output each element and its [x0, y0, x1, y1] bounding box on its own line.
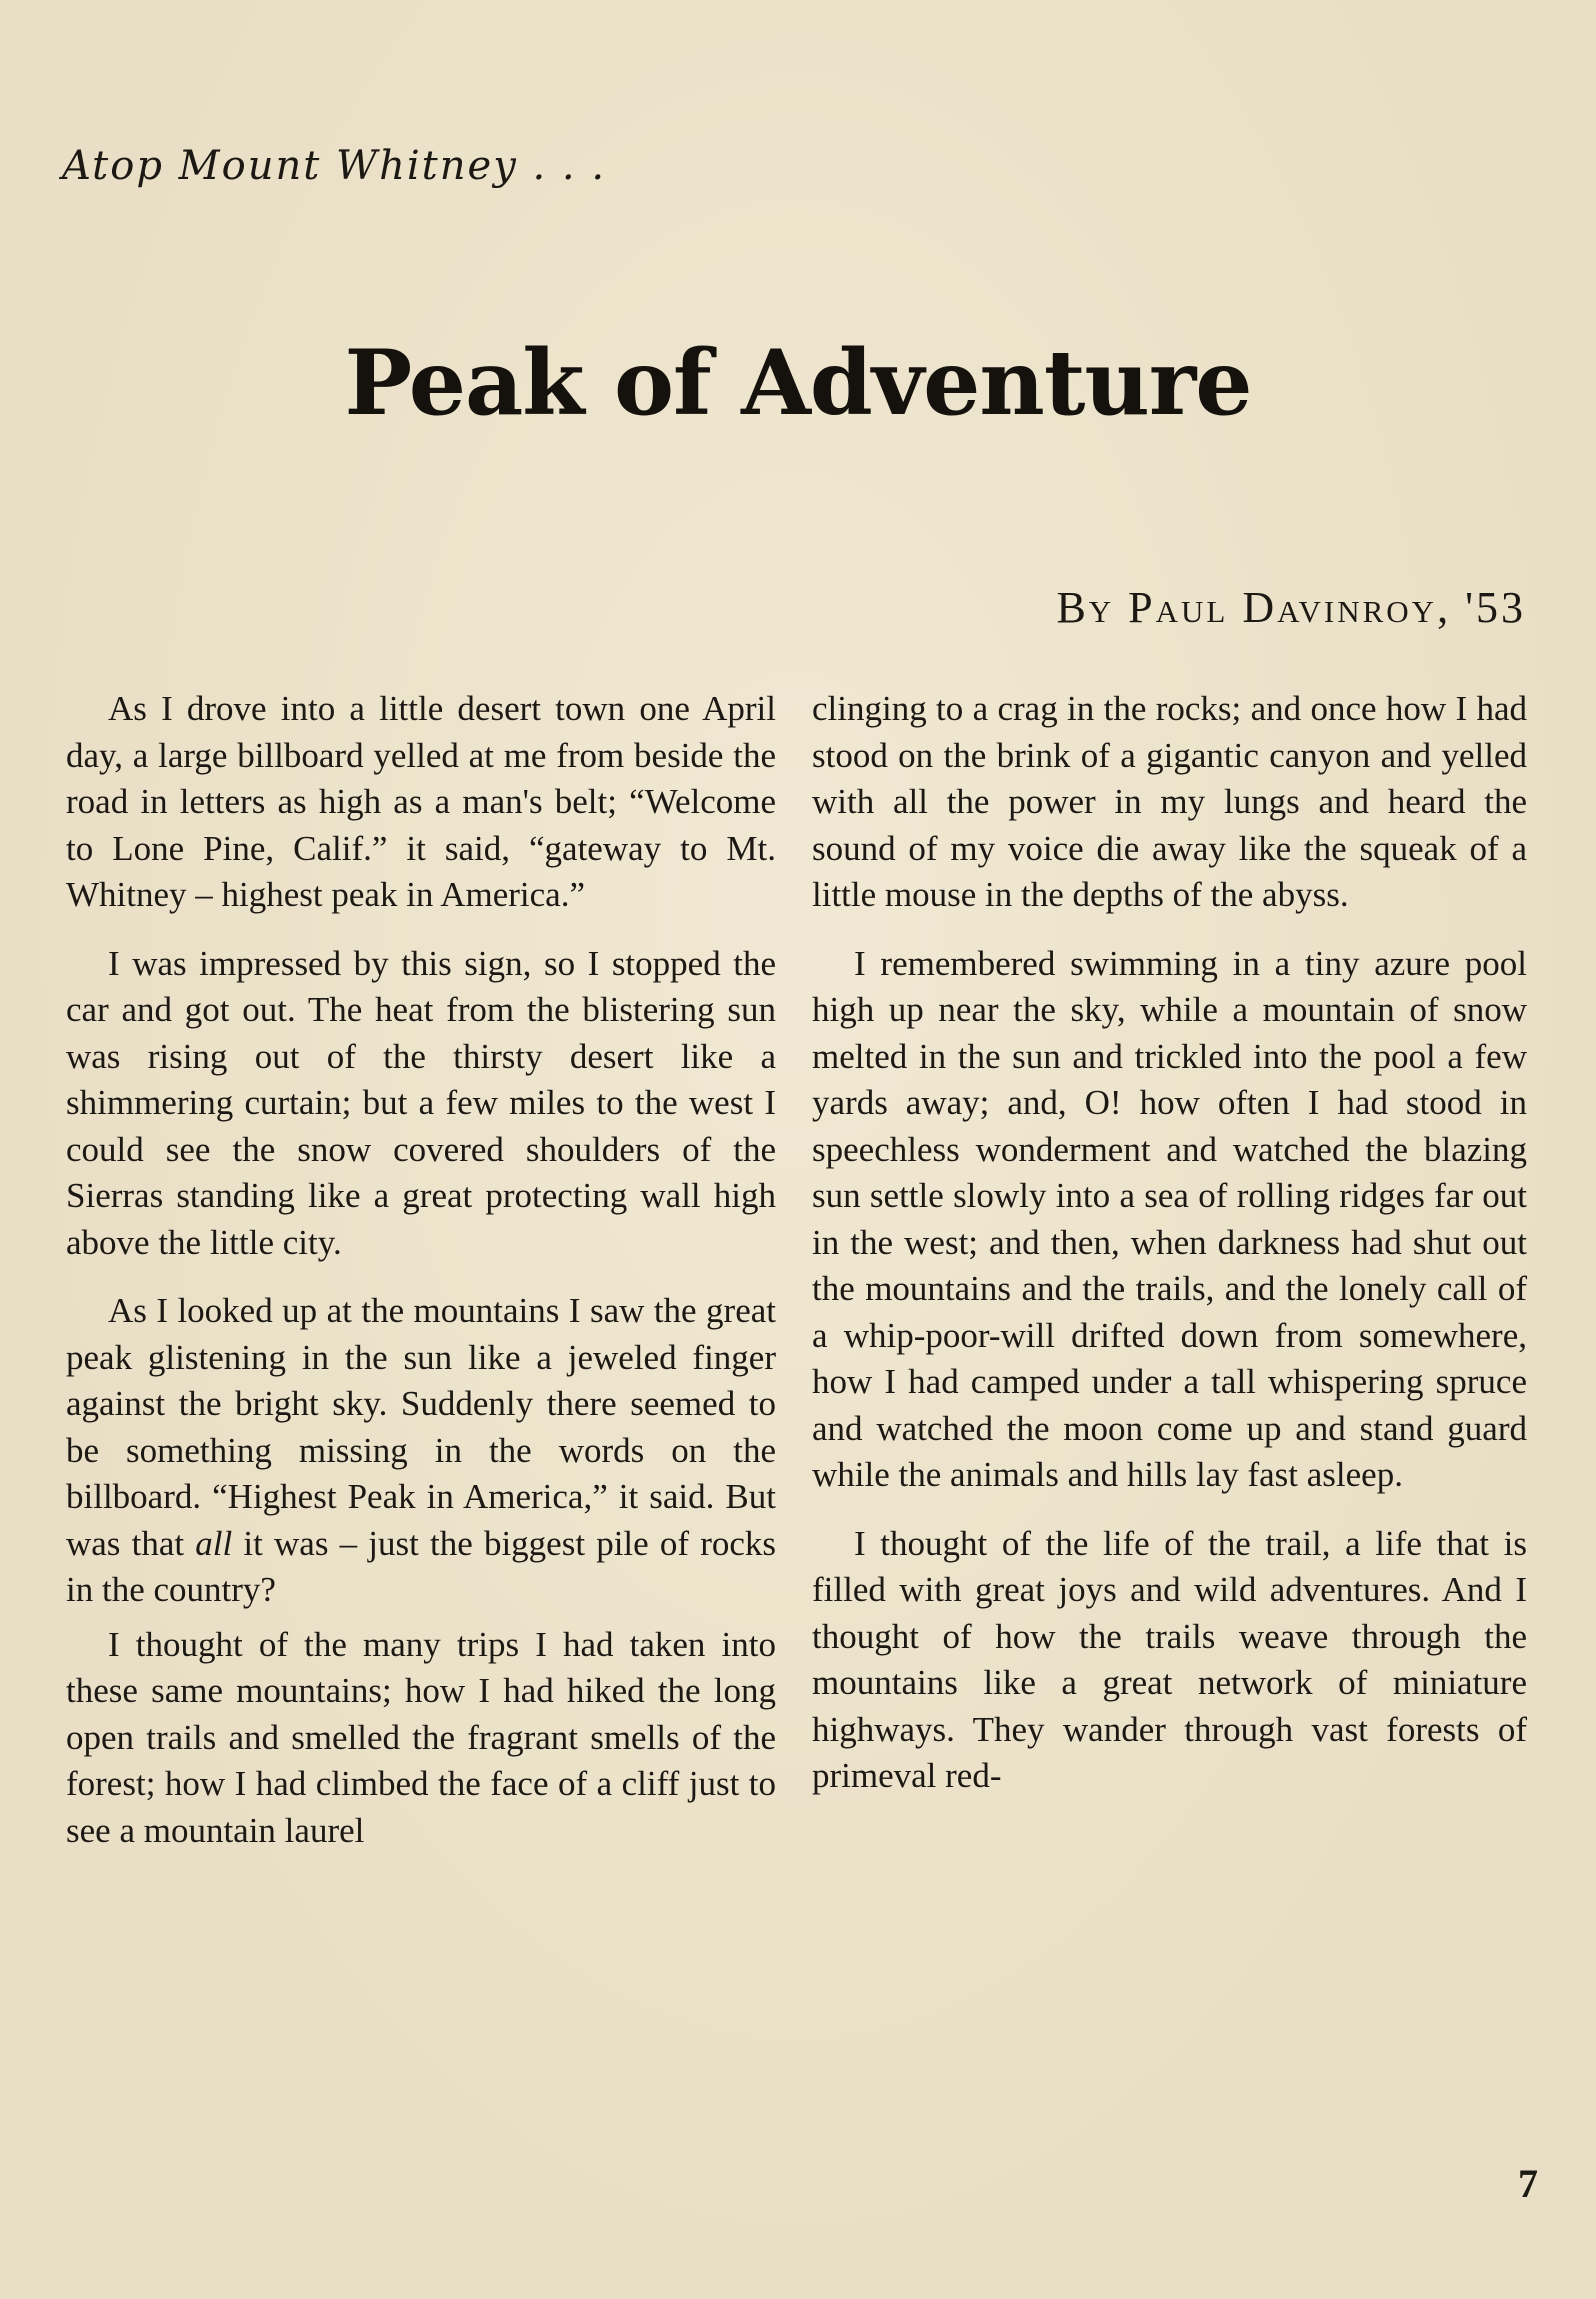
right-column — [812, 686, 1527, 1822]
paragraph-text: it was – just the biggest pile of rocks in the country? — [66, 1523, 776, 1609]
paragraph — [66, 1288, 776, 1614]
emphasis-text: all — [195, 1523, 233, 1563]
paragraph: clinging to a crag in the rocks; and once how I had stood on the brink of a gigantic canyon and yelled with all the power in my lungs and heard the sound of my voice die away like the squeak of a little mouse in the depths of the abyss. — [812, 689, 1527, 914]
paragraph: I remembered swimming in a tiny azure pool high up near the sky, while a mountain of snow melted in the sun and trickled into the pool a few yards away; and, O! how often I had stood in speechless wonderment and watched the blazing sun settle slowly into a sea of rolling ridges far out in the west; and then, when darkness had shut out the mountains and the trails, and the lonely call of a whip-poor-will drifted down from somewhere, how I had camped under a tall whispering spruce and watched the moon come up and stand guard while the animals and hills lay fast asleep. — [812, 943, 1527, 1494]
paragraph-text: As I looked up at the mountains I saw the great peak glistening in the sun like a jeweled finger against the bright sky. Suddenly there seemed to be something missing in the words on the billboard. “Highest Peak in America,” it said. But was that — [66, 1291, 776, 1563]
article-title: Peak of Adventure — [344, 330, 1252, 436]
kicker: Atop Mount Whitney . . . — [62, 143, 607, 189]
paragraph: I was impressed by this sign, so I stopped the car and got out. The heat from the blistering sun was rising out of the thirsty desert like a shimmering curtain; but a few miles to the west I could see the snow covered shoulders of the Sierras standing like a great protecting wall high above the little city. — [66, 943, 776, 1262]
left-column — [66, 686, 776, 1876]
byline: By Paul Davinroy, '53 — [1056, 583, 1526, 632]
paragraph: As I drove into a little desert town one April day, a large billboard yelled at me from beside the road in letters as high as a man's belt; “Welcome to Lone Pine, Calif.” it said, “gateway to Mt. Whitney – highest peak in America.” — [66, 689, 776, 914]
paragraph: I thought of the life of the trail, a life that is filled with great joys and wild adventures. And I thought of how the trails weave through the mountains like a great network of miniature highways. They wander through vast forests of primeval red- — [812, 1523, 1527, 1795]
paragraph: I thought of the many trips I had taken into these same mountains; how I had hiked the long open trails and smelled the fragrant smells of the forest; how I had climbed the face of a cliff just to see a mountain laurel — [66, 1624, 776, 1850]
page-number: 7 — [1518, 2161, 1538, 2206]
